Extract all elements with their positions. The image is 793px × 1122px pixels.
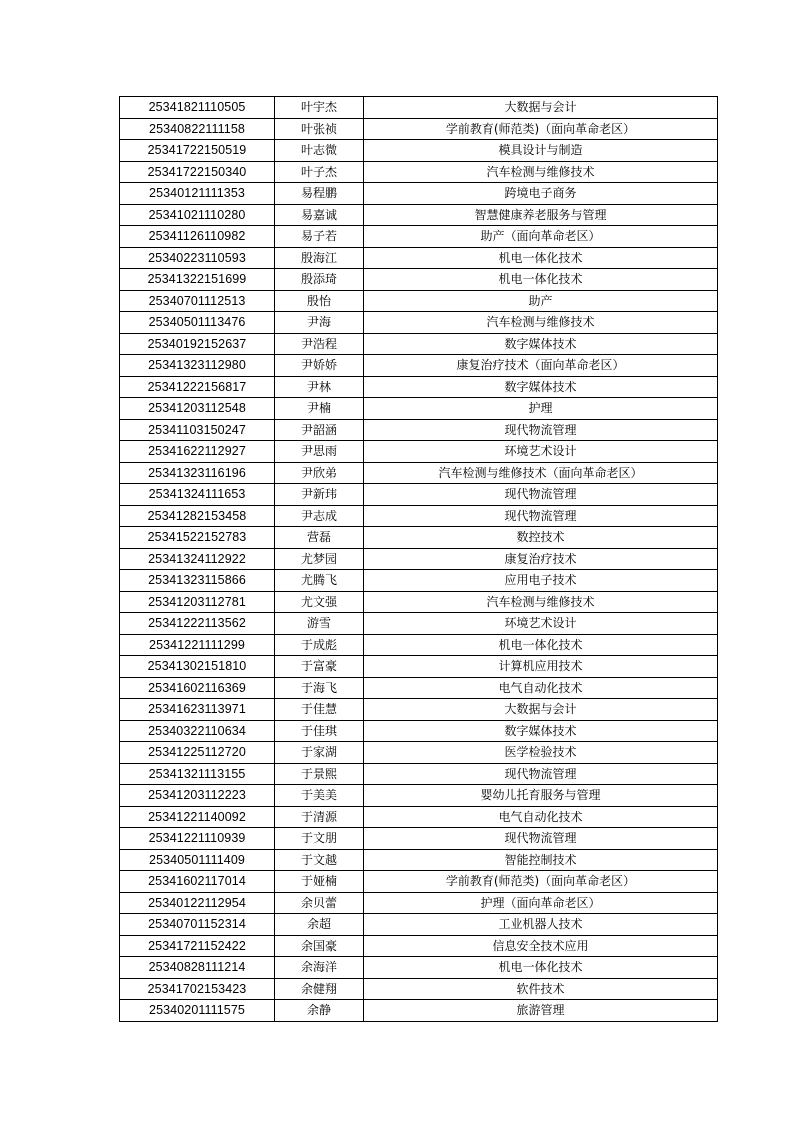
major-cell: 工业机器人技术 <box>364 914 718 936</box>
table-row <box>120 785 718 807</box>
table-row <box>120 290 718 312</box>
student-name-cell: 余静 <box>275 1000 364 1022</box>
major-cell: 学前教育(师范类)（面向革命老区） <box>364 118 718 140</box>
table-row <box>120 935 718 957</box>
candidate-id-cell: 25341222113562 <box>120 613 275 635</box>
student-name-cell: 叶子杰 <box>275 161 364 183</box>
student-name-cell: 叶志微 <box>275 140 364 162</box>
student-name-cell: 营磊 <box>275 527 364 549</box>
table-row <box>120 656 718 678</box>
student-name-cell: 余超 <box>275 914 364 936</box>
table-row <box>120 613 718 635</box>
candidate-id-cell: 25341282153458 <box>120 505 275 527</box>
candidate-id-cell: 25341622112927 <box>120 441 275 463</box>
table-row <box>120 849 718 871</box>
major-cell: 大数据与会计 <box>364 97 718 119</box>
student-name-cell: 尹海 <box>275 312 364 334</box>
candidate-id-cell: 25341602117014 <box>120 871 275 893</box>
major-cell: 汽车检测与维修技术 <box>364 591 718 613</box>
student-name-cell: 于家湖 <box>275 742 364 764</box>
admission-roster-table <box>119 96 718 1022</box>
table-row <box>120 333 718 355</box>
student-name-cell: 易嘉诚 <box>275 204 364 226</box>
major-cell: 软件技术 <box>364 978 718 1000</box>
candidate-id-cell: 25341221140092 <box>120 806 275 828</box>
student-name-cell: 易程鹏 <box>275 183 364 205</box>
major-cell: 汽车检测与维修技术 <box>364 161 718 183</box>
candidate-id-cell: 25341623113971 <box>120 699 275 721</box>
major-cell: 现代物流管理 <box>364 419 718 441</box>
table-row <box>120 763 718 785</box>
major-cell: 现代物流管理 <box>364 828 718 850</box>
student-name-cell: 于清源 <box>275 806 364 828</box>
candidate-id-cell: 25341702153423 <box>120 978 275 1000</box>
candidate-id-cell: 25341221111299 <box>120 634 275 656</box>
major-cell: 护理（面向革命老区） <box>364 892 718 914</box>
table-row <box>120 269 718 291</box>
student-name-cell: 余健翔 <box>275 978 364 1000</box>
student-name-cell: 尹娇娇 <box>275 355 364 377</box>
table-row <box>120 484 718 506</box>
major-cell: 环境艺术设计 <box>364 441 718 463</box>
student-name-cell: 尹林 <box>275 376 364 398</box>
candidate-id-cell: 25341821110505 <box>120 97 275 119</box>
candidate-id-cell: 25340201111575 <box>120 1000 275 1022</box>
major-cell: 机电一体化技术 <box>364 269 718 291</box>
table-row <box>120 871 718 893</box>
student-name-cell: 于富豪 <box>275 656 364 678</box>
table-row <box>120 527 718 549</box>
table-row <box>120 828 718 850</box>
table-row <box>120 398 718 420</box>
table-row <box>120 570 718 592</box>
candidate-id-cell: 25340122112954 <box>120 892 275 914</box>
candidate-id-cell: 25341602116369 <box>120 677 275 699</box>
student-name-cell: 尹新玮 <box>275 484 364 506</box>
table-row <box>120 140 718 162</box>
major-cell: 助产 <box>364 290 718 312</box>
candidate-id-cell: 25340192152637 <box>120 333 275 355</box>
candidate-id-cell: 25340822111158 <box>120 118 275 140</box>
student-name-cell: 于佳琪 <box>275 720 364 742</box>
table-row <box>120 161 718 183</box>
candidate-id-cell: 25341221110939 <box>120 828 275 850</box>
student-name-cell: 于文朋 <box>275 828 364 850</box>
student-name-cell: 叶宇杰 <box>275 97 364 119</box>
student-name-cell: 于景熙 <box>275 763 364 785</box>
student-name-cell: 于海飞 <box>275 677 364 699</box>
candidate-id-cell: 25341522152783 <box>120 527 275 549</box>
major-cell: 电气自动化技术 <box>364 806 718 828</box>
table-row <box>120 97 718 119</box>
table-row <box>120 806 718 828</box>
major-cell: 机电一体化技术 <box>364 634 718 656</box>
table-row <box>120 376 718 398</box>
major-cell: 数字媒体技术 <box>364 376 718 398</box>
candidate-id-cell: 25341126110982 <box>120 226 275 248</box>
candidate-id-cell: 25341302151810 <box>120 656 275 678</box>
candidate-id-cell: 25341323115866 <box>120 570 275 592</box>
table-row <box>120 118 718 140</box>
major-cell: 智能控制技术 <box>364 849 718 871</box>
major-cell: 信息安全技术应用 <box>364 935 718 957</box>
major-cell: 机电一体化技术 <box>364 247 718 269</box>
candidate-id-cell: 25341021110280 <box>120 204 275 226</box>
student-name-cell: 殷添琦 <box>275 269 364 291</box>
table-row <box>120 892 718 914</box>
major-cell: 数控技术 <box>364 527 718 549</box>
student-name-cell: 游雪 <box>275 613 364 635</box>
major-cell: 助产（面向革命老区） <box>364 226 718 248</box>
student-name-cell: 于文越 <box>275 849 364 871</box>
candidate-id-cell: 25340701112513 <box>120 290 275 312</box>
table-row <box>120 505 718 527</box>
major-cell: 学前教育(师范类)（面向革命老区） <box>364 871 718 893</box>
table-row <box>120 677 718 699</box>
major-cell: 婴幼儿托育服务与管理 <box>364 785 718 807</box>
candidate-id-cell: 25340121111353 <box>120 183 275 205</box>
table-row <box>120 247 718 269</box>
student-name-cell: 尤腾飞 <box>275 570 364 592</box>
candidate-id-cell: 25341103150247 <box>120 419 275 441</box>
student-name-cell: 叶张祯 <box>275 118 364 140</box>
candidate-id-cell: 25340501111409 <box>120 849 275 871</box>
major-cell: 康复治疗技术（面向革命老区） <box>364 355 718 377</box>
candidate-id-cell: 25341203112548 <box>120 398 275 420</box>
student-name-cell: 于美美 <box>275 785 364 807</box>
candidate-id-cell: 25341203112781 <box>120 591 275 613</box>
table-row <box>120 441 718 463</box>
student-name-cell: 于成彪 <box>275 634 364 656</box>
candidate-id-cell: 25340501113476 <box>120 312 275 334</box>
student-name-cell: 尹志成 <box>275 505 364 527</box>
major-cell: 现代物流管理 <box>364 763 718 785</box>
table-row <box>120 183 718 205</box>
roster-body <box>120 97 718 1022</box>
student-name-cell: 殷怡 <box>275 290 364 312</box>
major-cell: 应用电子技术 <box>364 570 718 592</box>
candidate-id-cell: 25341323116196 <box>120 462 275 484</box>
student-name-cell: 于娅楠 <box>275 871 364 893</box>
candidate-id-cell: 25341321113155 <box>120 763 275 785</box>
student-name-cell: 尤梦园 <box>275 548 364 570</box>
major-cell: 模具设计与制造 <box>364 140 718 162</box>
student-name-cell: 尹浩程 <box>275 333 364 355</box>
student-name-cell: 尹欣弟 <box>275 462 364 484</box>
student-name-cell: 余海洋 <box>275 957 364 979</box>
table-row <box>120 742 718 764</box>
student-name-cell: 余贝蕾 <box>275 892 364 914</box>
major-cell: 汽车检测与维修技术（面向革命老区） <box>364 462 718 484</box>
table-row <box>120 720 718 742</box>
student-name-cell: 殷海江 <box>275 247 364 269</box>
major-cell: 现代物流管理 <box>364 484 718 506</box>
candidate-id-cell: 25341203112223 <box>120 785 275 807</box>
table-row <box>120 355 718 377</box>
major-cell: 机电一体化技术 <box>364 957 718 979</box>
student-name-cell: 易子若 <box>275 226 364 248</box>
student-name-cell: 于佳慧 <box>275 699 364 721</box>
major-cell: 数字媒体技术 <box>364 720 718 742</box>
candidate-id-cell: 25341323112980 <box>120 355 275 377</box>
candidate-id-cell: 25341324112922 <box>120 548 275 570</box>
table-row <box>120 957 718 979</box>
major-cell: 电气自动化技术 <box>364 677 718 699</box>
table-row <box>120 1000 718 1022</box>
table-row <box>120 226 718 248</box>
table-row <box>120 978 718 1000</box>
major-cell: 汽车检测与维修技术 <box>364 312 718 334</box>
major-cell: 智慧健康养老服务与管理 <box>364 204 718 226</box>
student-name-cell: 尹楠 <box>275 398 364 420</box>
table-row <box>120 419 718 441</box>
candidate-id-cell: 25341721152422 <box>120 935 275 957</box>
major-cell: 计算机应用技术 <box>364 656 718 678</box>
candidate-id-cell: 25340322110634 <box>120 720 275 742</box>
major-cell: 环境艺术设计 <box>364 613 718 635</box>
major-cell: 数字媒体技术 <box>364 333 718 355</box>
major-cell: 大数据与会计 <box>364 699 718 721</box>
major-cell: 跨境电子商务 <box>364 183 718 205</box>
candidate-id-cell: 25341225112720 <box>120 742 275 764</box>
student-name-cell: 尤文强 <box>275 591 364 613</box>
major-cell: 旅游管理 <box>364 1000 718 1022</box>
major-cell: 护理 <box>364 398 718 420</box>
candidate-id-cell: 25340828111214 <box>120 957 275 979</box>
student-name-cell: 尹韶涵 <box>275 419 364 441</box>
candidate-id-cell: 25341722150519 <box>120 140 275 162</box>
major-cell: 康复治疗技术 <box>364 548 718 570</box>
student-name-cell: 尹思雨 <box>275 441 364 463</box>
student-name-cell: 余国豪 <box>275 935 364 957</box>
table-row <box>120 634 718 656</box>
candidate-id-cell: 25341722150340 <box>120 161 275 183</box>
table-row <box>120 204 718 226</box>
candidate-id-cell: 25341324111653 <box>120 484 275 506</box>
table-row <box>120 312 718 334</box>
major-cell: 现代物流管理 <box>364 505 718 527</box>
table-row <box>120 699 718 721</box>
candidate-id-cell: 25341222156817 <box>120 376 275 398</box>
table-row <box>120 548 718 570</box>
table-row <box>120 591 718 613</box>
candidate-id-cell: 25341322151699 <box>120 269 275 291</box>
table-row <box>120 462 718 484</box>
candidate-id-cell: 25340701152314 <box>120 914 275 936</box>
major-cell: 医学检验技术 <box>364 742 718 764</box>
candidate-id-cell: 25340223110593 <box>120 247 275 269</box>
table-row <box>120 914 718 936</box>
